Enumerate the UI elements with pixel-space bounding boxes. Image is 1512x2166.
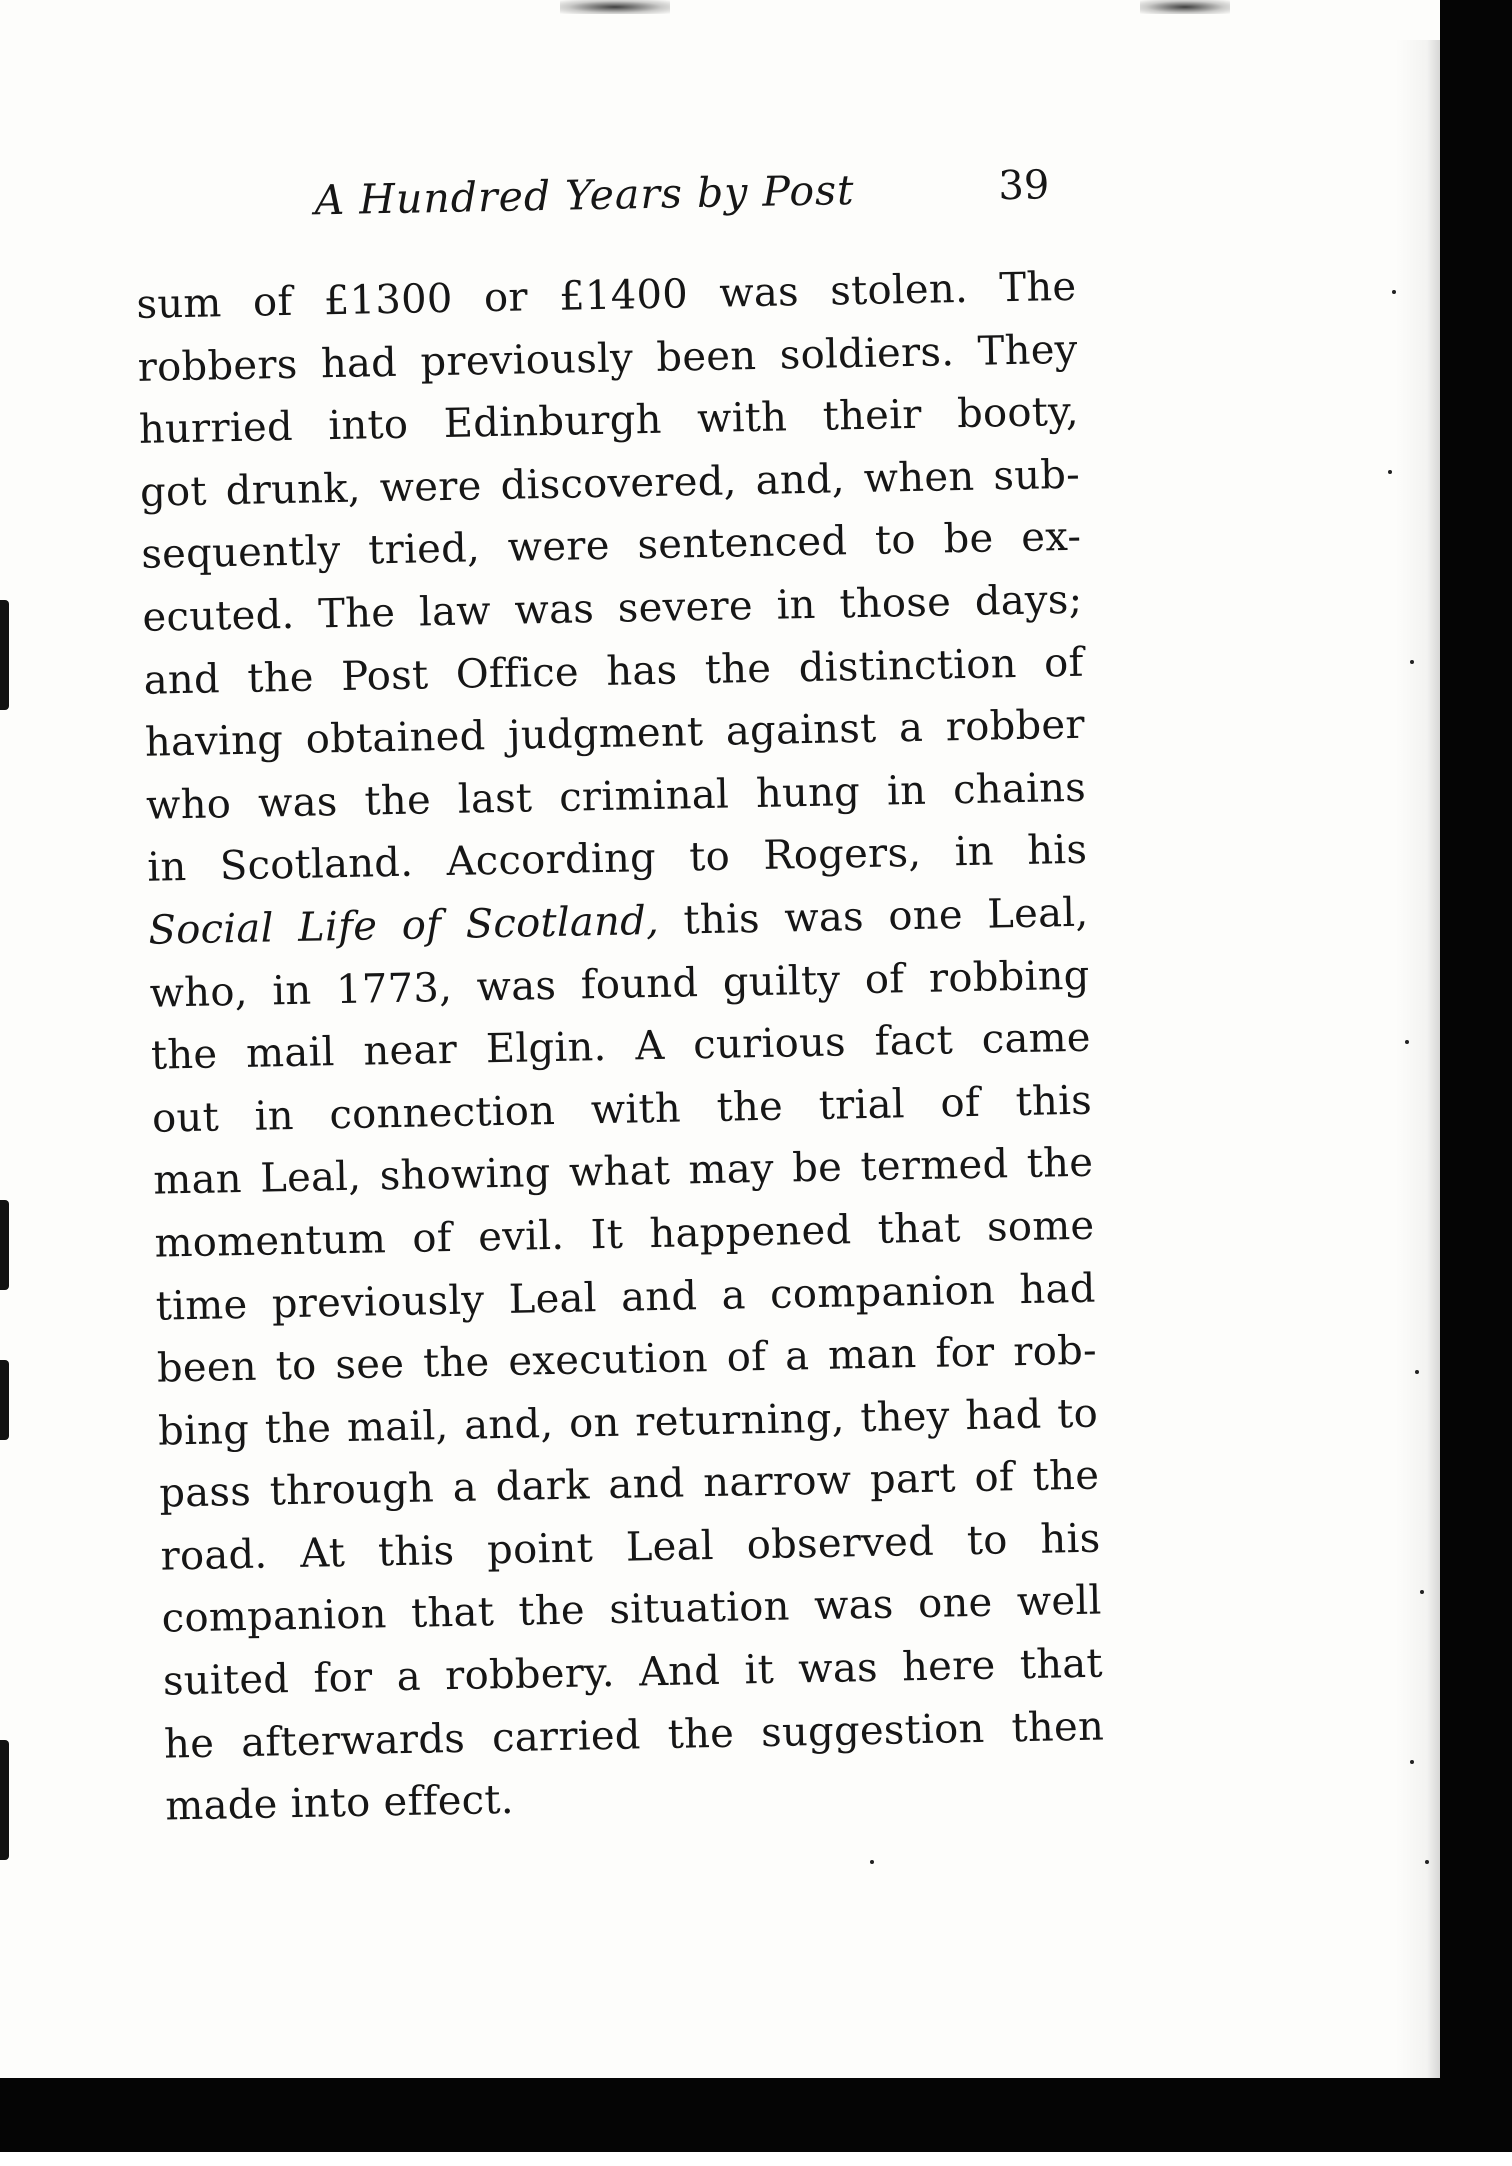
running-title: A Hundred Years by Post <box>314 166 855 225</box>
text-line: out in connection with the trial of this <box>151 1077 1093 1142</box>
text-line: who, in 1773, was found guilty of robbing <box>149 952 1091 1017</box>
text-line: man Leal, showing what may be termed the <box>152 1139 1094 1204</box>
margin-mark <box>0 1740 9 1860</box>
page-number: 39 <box>997 162 1050 210</box>
body-text <box>136 256 1106 1839</box>
text-line: and the Post Office has the distinction of <box>143 639 1085 704</box>
text-line: who was the last criminal hung in chains <box>145 764 1087 829</box>
text-line: got drunk, were discovered, and, when sub- <box>139 451 1081 516</box>
book-title: Social Life of Scotland, <box>148 897 660 954</box>
text-line-rest: this was one Leal, <box>658 889 1089 944</box>
text-line: suited for a robbery. And it was here that <box>162 1640 1104 1705</box>
text-line: companion that the situation was one well <box>161 1578 1103 1643</box>
text-line: road. At this point Leal observed to his <box>160 1515 1101 1580</box>
text-line: hurried into Edinburgh with their booty, <box>138 388 1080 454</box>
text-line: he afterwards carried the suggestion then <box>163 1703 1105 1768</box>
text-line: time previously Leal and a companion had <box>155 1265 1097 1330</box>
running-head <box>304 162 1065 247</box>
text-line: momentum of evil. It happened that some <box>154 1202 1095 1267</box>
text-line: bing the mail, and, on returning, they had to <box>157 1390 1099 1455</box>
text-line: the mail near Elgin. A curious fact came <box>150 1014 1092 1079</box>
text-line: robbers had previously been soldiers. They <box>137 326 1079 391</box>
text-line: ecuted. The law was severe in those days; <box>142 576 1083 641</box>
text-line: pass through a dark and narrow part of the <box>158 1452 1100 1517</box>
text-line: sequently tried, were sentenced to be ex- <box>140 514 1082 579</box>
text-line: in Scotland. According to Rogers, in his <box>146 827 1088 892</box>
text-line: been to see the execution of a man for rob- <box>156 1327 1098 1392</box>
text-line: sum of £1300 or £1400 was stolen. The <box>136 263 1077 328</box>
text-line-last: made into effect. <box>164 1777 515 1830</box>
text-line: having obtained judgment against a robber <box>144 701 1086 766</box>
